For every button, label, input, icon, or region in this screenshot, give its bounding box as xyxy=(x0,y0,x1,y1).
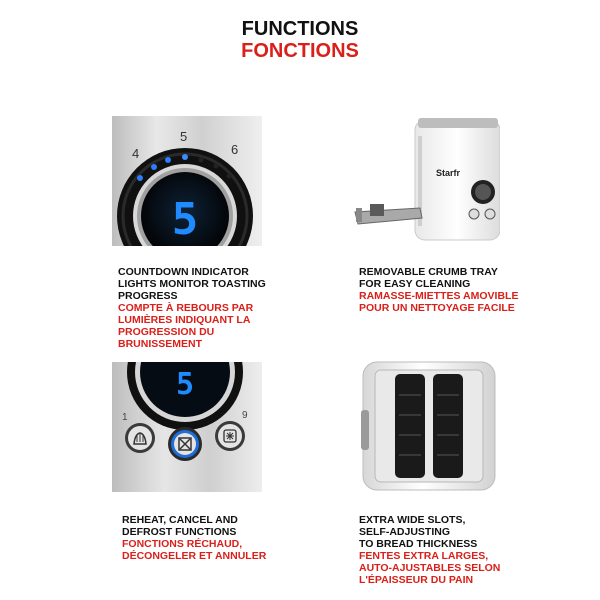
dial-number-5: 5 xyxy=(180,129,188,144)
panel-digit: 5 xyxy=(175,367,195,402)
cancel-icon xyxy=(168,427,202,461)
caption-en-line: PROGRESS xyxy=(118,290,178,302)
caption-fr-line: RAMASSE-MIETTES AMOVIBLE xyxy=(359,290,519,302)
caption-en-line: SELF-ADJUSTING xyxy=(359,526,451,538)
scale-min-label: 1 xyxy=(122,412,128,423)
defrost-icon xyxy=(215,421,245,451)
caption-fr-line: AUTO-AJUSTABLES SELON xyxy=(359,562,501,574)
dial-illustration xyxy=(112,116,262,246)
countdown-digit: 5 xyxy=(171,194,199,245)
caption-fr-line: L'ÉPAISSEUR DU PAIN xyxy=(359,574,474,586)
countdown-dial-image xyxy=(112,116,262,246)
caption-en-line: EXTRA WIDE SLOTS, xyxy=(359,514,466,526)
caption-wide-slots xyxy=(359,514,534,586)
caption-fr-line: DÉCONGELER ET ANNULER xyxy=(122,550,267,562)
caption-crumb-tray xyxy=(359,266,534,314)
toaster-top-illustration xyxy=(357,360,500,493)
caption-en-line: LIGHTS MONITOR TOASTING xyxy=(118,278,266,290)
caption-functions xyxy=(122,514,292,562)
brand-logo-text: Starfr xyxy=(436,168,461,178)
caption-en-line: FOR EASY CLEANING xyxy=(359,278,471,290)
scale-max-label: 9 xyxy=(242,410,248,421)
wide-slots-image xyxy=(357,360,500,493)
caption-fr-line: LUMIÈRES INDIQUANT LA xyxy=(118,314,251,326)
reheat-icon xyxy=(125,423,155,453)
caption-fr-line: FONCTIONS RÉCHAUD, xyxy=(122,538,243,550)
caption-en-line: REHEAT, CANCEL AND xyxy=(122,514,238,526)
toaster-side-illustration xyxy=(350,116,500,244)
caption-en-line: REMOVABLE CRUMB TRAY xyxy=(359,266,498,278)
title-fr: FONCTIONS xyxy=(241,40,359,62)
function-buttons-image xyxy=(112,362,262,492)
caption-en-line: COUNTDOWN INDICATOR xyxy=(118,266,249,278)
caption-fr-line: FENTES EXTRA LARGES, xyxy=(359,550,489,562)
caption-en-line: DEFROST FUNCTIONS xyxy=(122,526,237,538)
caption-fr-line: POUR UN NETTOYAGE FACILE xyxy=(359,302,515,314)
caption-fr-line: BRUNISSEMENT xyxy=(118,338,203,350)
title-en: FUNCTIONS xyxy=(241,18,359,40)
caption-en-line: TO BREAD THICKNESS xyxy=(359,538,478,550)
crumb-tray-image xyxy=(350,116,500,244)
dial-number-6: 6 xyxy=(231,142,239,157)
dial-number-4: 4 xyxy=(132,146,140,161)
caption-fr-line: PROGRESSION DU xyxy=(118,326,215,338)
caption-countdown xyxy=(118,266,293,350)
control-panel-illustration xyxy=(112,362,262,492)
caption-fr-line: COMPTE À REBOURS PAR xyxy=(118,302,254,314)
